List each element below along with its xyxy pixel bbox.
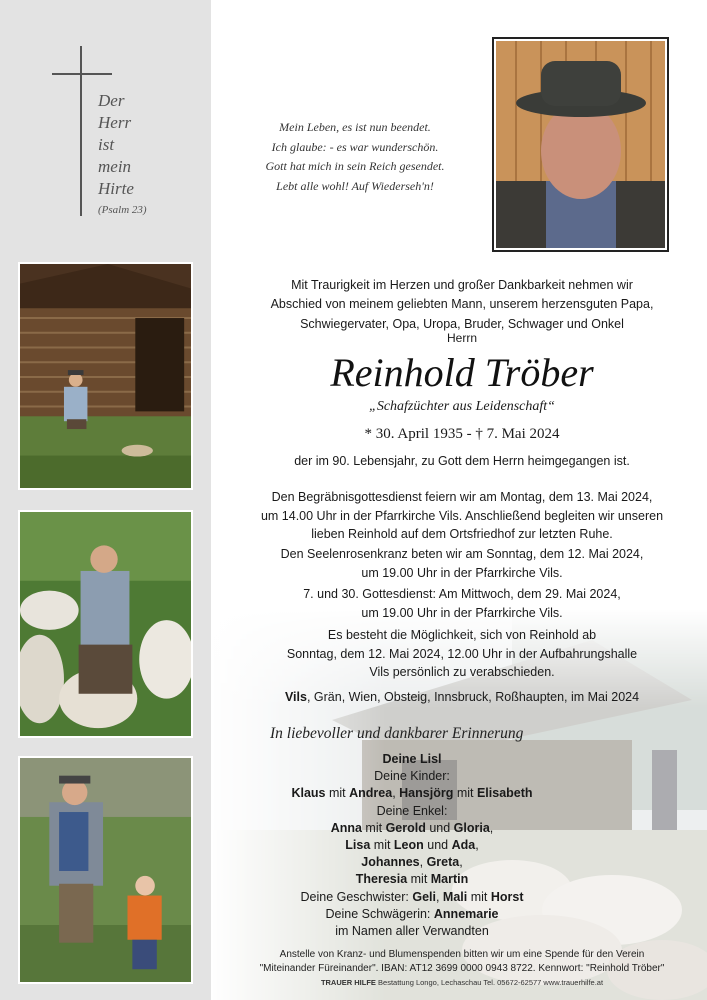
sidebar (0, 0, 211, 1000)
psalm-verse (98, 90, 134, 200)
wife (222, 751, 602, 768)
photo-shepherd-sheep (18, 510, 193, 738)
family-connector: , (475, 838, 479, 853)
family-list (222, 751, 602, 940)
wife-name: Deine Lisl (382, 752, 442, 766)
poem-line: Ich glaube: - es war wunderschön. (271, 139, 439, 154)
family-name: Johannes (361, 855, 420, 870)
portrait-photo (492, 37, 669, 252)
intro-line: Mit Traurigkeit im Herzen und großer Dankbarkeit nehmen wir (291, 278, 633, 292)
family-connector: , (392, 786, 400, 801)
psalm-line: Herr (98, 113, 132, 132)
poem-line: Lebt alle wohl! Auf Wiederseh'n! (276, 178, 434, 193)
family-name: Annemarie (433, 906, 499, 921)
donation-line: "Miteinander Füreinander". IBAN: AT12 3699 0000 0943 8722. Kennwort: "Reinhold Tröber" (259, 962, 665, 974)
service-line: Den Seelenrosenkranz beten wir am Sonntag, dem 12. Mai 2024, (280, 547, 644, 561)
family-connector: mit (453, 786, 477, 801)
family-name: Lisa (345, 838, 371, 853)
family-name: Leon (393, 838, 424, 853)
intro-line: Abschied von meinem geliebten Mann, unserem herzensguten Papa, (270, 297, 654, 312)
donation-note (222, 948, 702, 975)
relatives-line: im Namen aller Verwandten (335, 924, 489, 939)
family-connector: Deine Geschwister: (300, 889, 413, 904)
salutation: Herrn (446, 331, 477, 345)
places-bold: Vils (284, 690, 307, 704)
family-name: Theresia (355, 872, 408, 887)
family-connector: Deine Schwägerin: (325, 906, 434, 921)
family-connector: , (419, 855, 427, 870)
service-line: Den Begräbnisgottesdienst feiern wir am Montag, dem 13. Mai 2024, (271, 490, 653, 504)
poem-line: Mein Leben, es ist nun beendet. (279, 120, 431, 134)
grandchildren-line (222, 820, 602, 837)
family-connector: , (435, 889, 443, 904)
family-name: Anna (330, 820, 362, 835)
service-line: um 19.00 Uhr in der Pfarrkirche Vils. (361, 565, 563, 580)
footer-text: Bestattung Longo, Lechaschau Tel. 05672-62577 www.trauerhilfe.at (375, 978, 604, 987)
family-connector: , (489, 820, 494, 835)
grandchildren-line (222, 837, 602, 854)
family-name: Hansjörg (399, 786, 454, 801)
photo-cabin (18, 262, 193, 490)
footer-brand: TRAUER HILFE (320, 978, 376, 987)
service-line: um 19.00 Uhr in der Pfarrkirche Vils. (361, 605, 563, 620)
cross-icon (80, 46, 82, 216)
service-line: Es besteht die Möglichkeit, sich von Reinhold ab (327, 628, 597, 642)
life-dates: * 30. April 1935 - † 7. Mai 2024 (364, 426, 560, 442)
family-name: Ada (451, 838, 476, 853)
family-name: Martin (430, 872, 469, 887)
family-name: Mali (442, 889, 468, 904)
service-line: um 14.00 Uhr in der Pfarrkirche Vils. Anschließend begleiten wir unseren (260, 508, 664, 523)
service-line: lieben Reinhold auf dem Ortsfriedhof zur letzten Ruhe. (311, 527, 613, 541)
intro-text (222, 276, 702, 334)
siblings-line (222, 889, 602, 906)
service-line: Vils persönlich zu verabschieden. (369, 665, 555, 679)
photo-grandfather-child (18, 756, 193, 984)
grandchildren-label: Deine Enkel: (376, 803, 448, 818)
family-connector: mit (361, 820, 386, 835)
remembrance-heading: In liebevoller und dankbarer Erinnerung (270, 725, 524, 742)
grandchildren-line (222, 854, 602, 871)
psalm-line: Hirte (98, 179, 134, 198)
donation-line: Anstelle von Kranz- und Blumenspenden bitten wir um eine Spende für den Verein (279, 949, 645, 960)
sister-in-law-line (222, 906, 602, 923)
cross-icon-bar (52, 73, 112, 75)
family-connector: und (423, 838, 452, 853)
places-rest: , Grän, Wien, Obsteig, Innsbruck, Roßhaupten, im Mai 2024 (306, 690, 640, 704)
family-name: Andrea (349, 786, 393, 801)
poem (230, 118, 480, 196)
family-connector: , (459, 855, 463, 870)
rosary-info (222, 545, 702, 582)
family-name: Klaus (291, 786, 326, 801)
viewing-info (222, 626, 702, 682)
family-connector: mit (467, 889, 491, 904)
footer-imprint (222, 978, 702, 987)
psalm-line: ist (98, 135, 115, 154)
family-connector: mit (407, 872, 431, 887)
children-label: Deine Kinder: (374, 769, 450, 784)
family-name: Gerold (385, 820, 426, 835)
family-connector: mit (370, 838, 394, 853)
service-line: 7. und 30. Gottesdienst: Am Mittwoch, dem 29. Mai 2024, (303, 587, 621, 601)
family-name: Geli (412, 889, 436, 904)
psalm-line: mein (98, 157, 132, 176)
age-line: der im 90. Lebensjahr, zu Gott dem Herrn heimgegangen ist. (294, 454, 630, 468)
children-line (222, 785, 602, 802)
family-name: Gloria (453, 820, 490, 835)
family-name: Horst (490, 889, 524, 904)
poem-line: Gott hat mich in sein Reich gesendet. (265, 159, 445, 173)
family-connector: und (425, 820, 454, 835)
funeral-service-info (222, 488, 702, 544)
places-date-line (222, 690, 702, 704)
deceased-motto: „Schafzüchter aus Leidenschaft“ (369, 399, 555, 414)
family-connector: mit (325, 786, 350, 801)
deceased-name: Reinhold Tröber (330, 350, 594, 395)
psalm-line: Der (98, 91, 125, 110)
intro-line: Schwiegervater, Opa, Uropa, Bruder, Schwager und Onkel (300, 316, 624, 331)
psalm-reference: (Psalm 23) (98, 204, 147, 216)
service-line: Sonntag, dem 12. Mai 2024, 12.00 Uhr in der Aufbahrungshalle (286, 646, 638, 661)
grandchildren-line (222, 871, 602, 888)
family-name: Greta (426, 855, 460, 870)
memorial-mass-info (222, 585, 702, 622)
family-name: Elisabeth (476, 786, 533, 801)
